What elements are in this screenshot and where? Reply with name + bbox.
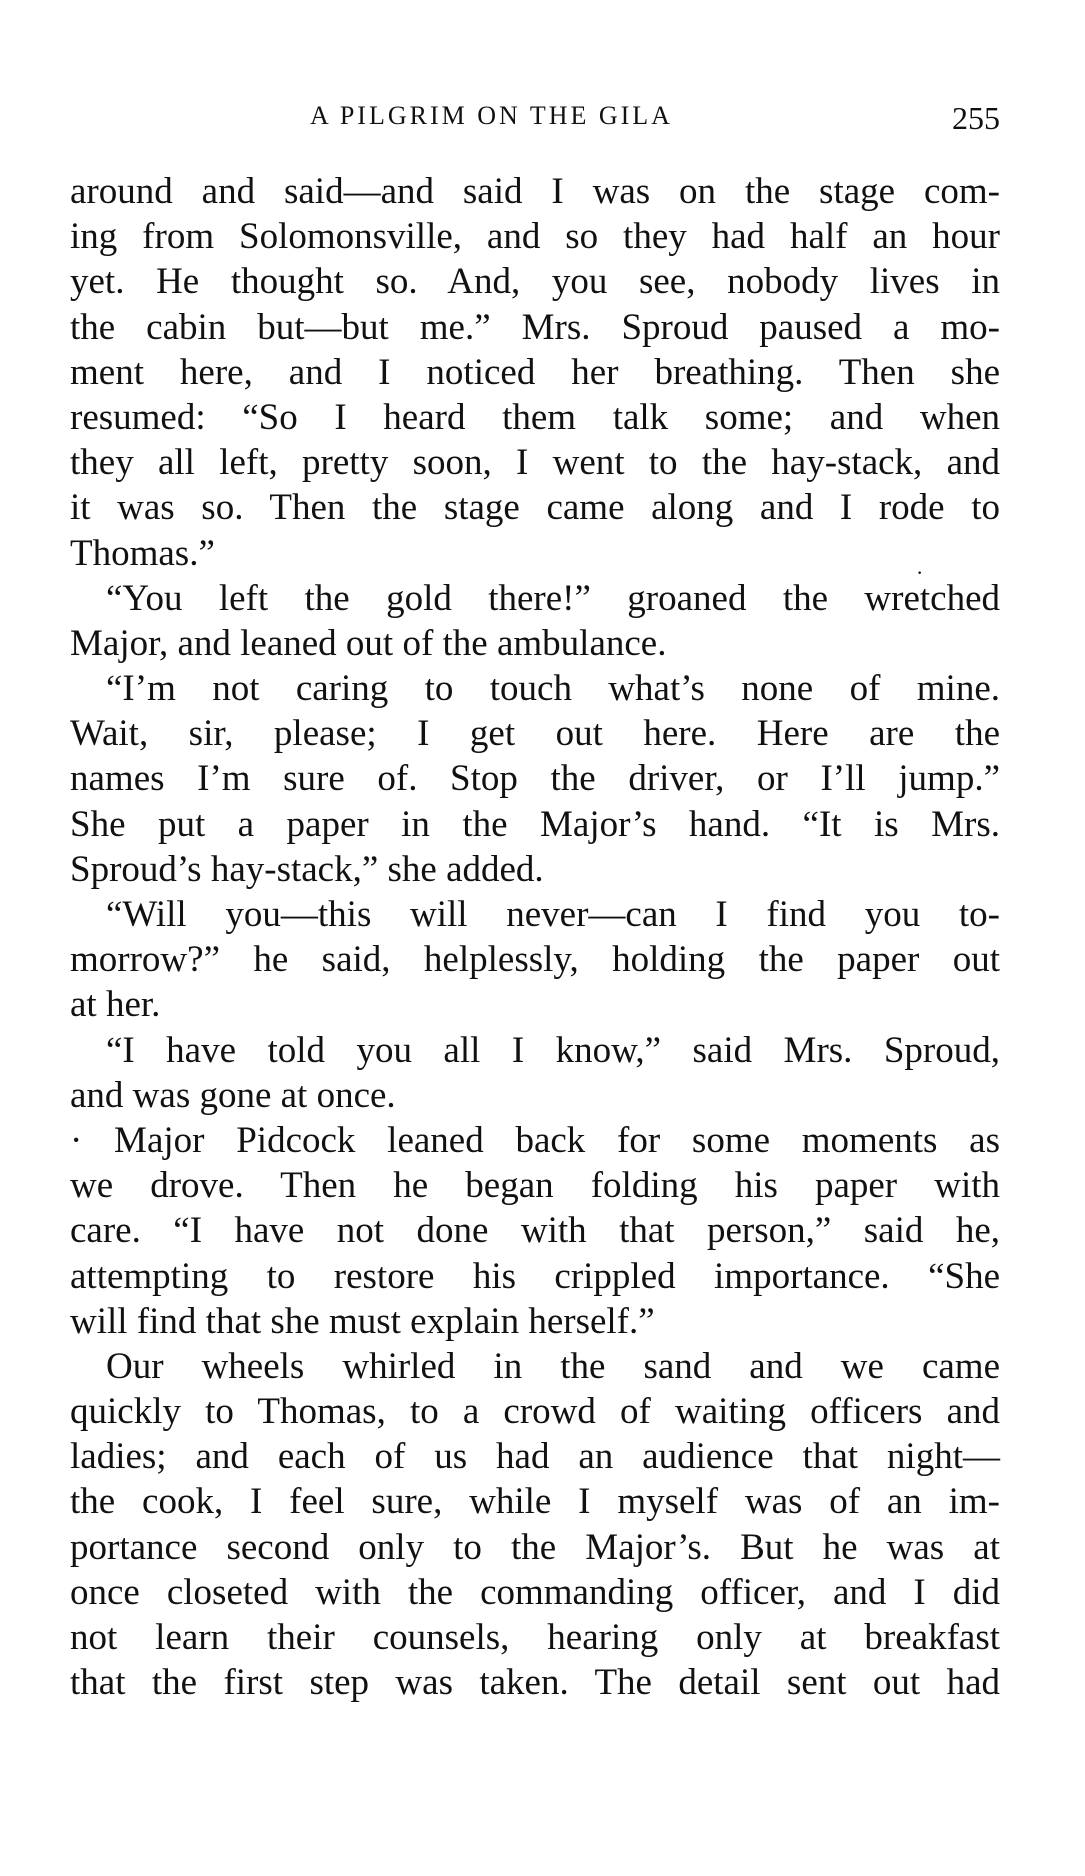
text-line: names I’m sure of. Stop the driver, or I’ll jump.” xyxy=(70,758,1000,800)
text-line: quickly to Thomas, to a crowd of waiting officers and xyxy=(70,1391,1000,1433)
text-line: they all left, pretty soon, I went to the hay-stack, and xyxy=(70,442,1000,484)
text-line: will find that she must explain herself.” xyxy=(70,1300,655,1342)
text-line: Our wheels whirled in the sand and we came xyxy=(106,1345,1000,1387)
text-line: ladies; and each of us had an audience that night— xyxy=(70,1436,1000,1478)
text-line: Major, and leaned out of the ambulance. xyxy=(70,622,667,664)
text-line: that the first step was taken. The detail sent out had xyxy=(70,1662,1000,1704)
running-title: A PILGRIM ON THE GILA xyxy=(310,101,673,130)
text-line: attempting to restore his crippled importance. “She xyxy=(70,1255,1000,1297)
text-line: portance second only to the Major’s. But he was at xyxy=(70,1526,1000,1568)
text-line: Thomas.” xyxy=(70,532,215,574)
text-line: it was so. Then the stage came along and I rode to xyxy=(70,487,1000,529)
text-line: ment here, and I noticed her breathing. Then she xyxy=(70,351,1000,393)
text-line: “You left the gold there!” groaned the wretched xyxy=(106,577,1000,619)
text-line: morrow?” he said, helplessly, holding the paper out xyxy=(70,939,1000,981)
text-line: at her. xyxy=(70,984,161,1026)
text-line: “I have told you all I know,” said Mrs. Sproud, xyxy=(106,1029,1000,1071)
text-line: once closeted with the commanding officer, and I did xyxy=(70,1571,1000,1613)
body-text xyxy=(70,169,1000,1705)
text-line: · Major Pidcock leaned back for some moments as xyxy=(70,1119,1000,1161)
text-line: Sproud’s hay-stack,” she added. xyxy=(70,848,544,890)
text-line: resumed: “So I heard them talk some; and when xyxy=(70,396,1000,438)
text-line: the cabin but—but me.” Mrs. Sproud paused a mo- xyxy=(70,306,1000,348)
text-line: “Will you—this will never—can I find you to- xyxy=(106,894,1000,935)
text-line: Wait, sir, please; I get out here. Here are the xyxy=(70,713,1000,755)
page-header xyxy=(70,96,1000,136)
text-line: She put a paper in the Major’s hand. “It is Mrs. xyxy=(70,803,1000,845)
text-line: we drove. Then he began folding his paper with xyxy=(70,1165,1000,1207)
text-line: and was gone at once. xyxy=(70,1074,396,1116)
text-line: the cook, I feel sure, while I myself was of an im- xyxy=(70,1481,1000,1523)
text-line: care. “I have not done with that person,” said he, xyxy=(70,1210,1000,1252)
text-line: around and said—and said I was on the stage com- xyxy=(70,171,1000,212)
text-line: yet. He thought so. And, you see, nobody lives in xyxy=(70,261,1000,303)
text-line: ing from Solomonsville, and so they had half an hour xyxy=(70,216,1000,258)
stray-mark: · xyxy=(916,560,924,585)
text-line: not learn their counsels, hearing only at breakfast xyxy=(70,1617,1000,1658)
page-number: 255 xyxy=(952,100,1000,136)
text-line: “I’m not caring to touch what’s none of mine. xyxy=(106,668,1000,710)
